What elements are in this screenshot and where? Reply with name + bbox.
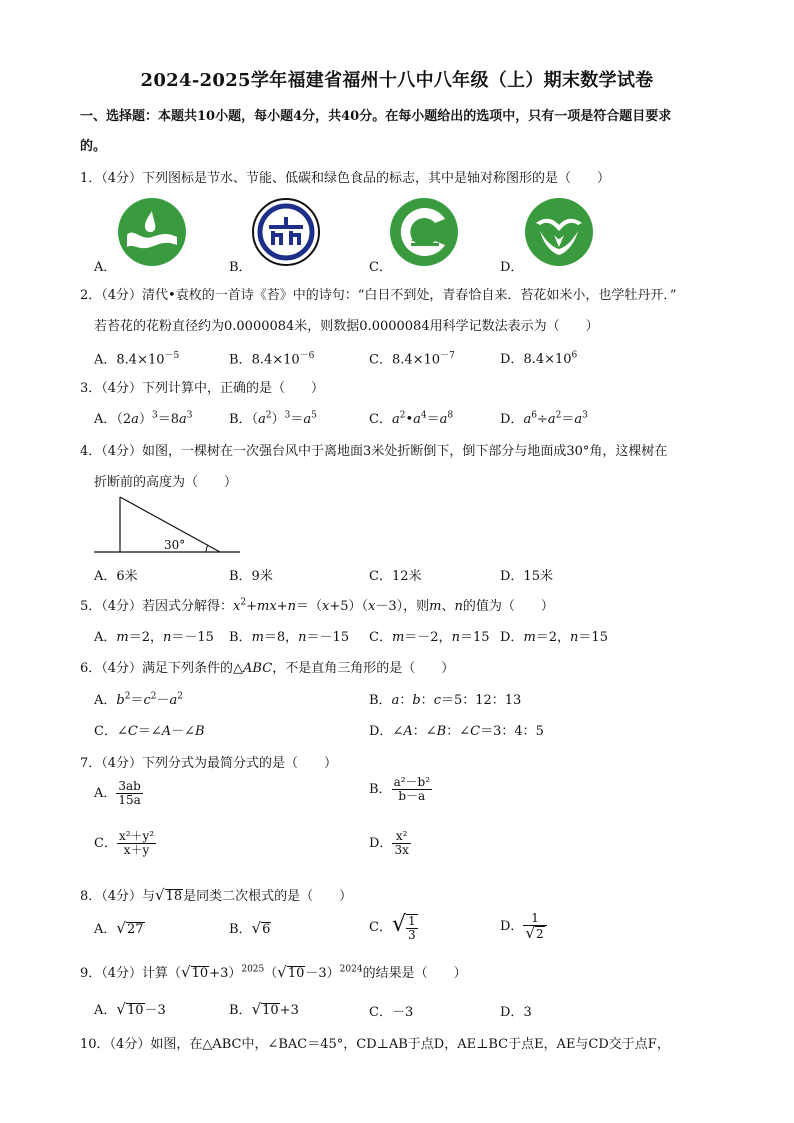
section-heading: 一、选择题：本题共10小题，每小题4分，共40分。在每小题给出的选项中，只有一项是符合题目要求 xyxy=(80,109,672,124)
q9-option-d[interactable]: D．3 xyxy=(500,1005,532,1020)
q8-option-b[interactable]: B．√6 xyxy=(229,919,271,937)
question-9-text: 9．（4分）计算$(√10+3)^{2025}(√10-3)^{2024}$的结果是（ ） xyxy=(80,963,467,981)
question-2-text: 2．（4分）清代•袁枚的一首诗《苔》中的诗句：“白日不到处，青春恰自来．苔花如米小，也学牡丹开．” xyxy=(80,288,677,303)
question-1-text: 1．（4分）下列图标是节水、节能、低碳和绿色食品的标志，其中是轴对称图形的是（ ） xyxy=(80,171,611,186)
q2-option-b[interactable]: B．$8.4\times 10^{-6}$ xyxy=(229,351,315,368)
q7-option-a[interactable]: A． $\frac{3ab}{15a}$ xyxy=(94,779,141,807)
q3-option-b[interactable]: B．$(a^2)^3=a^5$ xyxy=(229,410,317,427)
question-4-text-cont: 折断前的高度为（ ） xyxy=(94,475,238,490)
water-saving-logo-icon xyxy=(117,197,187,271)
q6-option-c[interactable]: C．∠C＝∠A－∠B xyxy=(94,724,205,739)
section-heading-cont: 的。 xyxy=(80,139,107,154)
green-food-logo-icon xyxy=(524,197,594,271)
q5-option-b[interactable]: B．m＝8，n＝－15 xyxy=(229,630,350,645)
question-2-text-cont: 若苔花的花粉直径约为0.0000084米，则数据0.0000084用科学记数法表示为（ ） xyxy=(94,319,599,334)
q6-option-b[interactable]: B．a：b：c＝5：12：13 xyxy=(369,693,522,708)
question-7-text: 7．（4分）下列分式为最简分式的是（ ） xyxy=(80,756,338,771)
q1-option-a[interactable]: A． xyxy=(94,260,117,275)
q1-option-c[interactable]: C． xyxy=(369,260,392,275)
q6-option-d[interactable]: D．∠A：∠B：∠C＝3：4：5 xyxy=(369,724,544,739)
q5-option-d[interactable]: D．m＝2，n＝15 xyxy=(500,630,608,645)
question-5-text: 5．（4分）若因式分解得：$x^2+mx+n=(x+5)(x-3)$，则m、n的值为（ ） xyxy=(80,597,554,614)
q7-option-d[interactable]: D． $\frac{\text{x²}}{3x}$ xyxy=(369,829,409,857)
q2-option-c[interactable]: C．$8.4\times 10^{-7}$ xyxy=(369,351,455,368)
q3-option-a[interactable]: A．$(2a)^3=8a^3$ xyxy=(94,410,193,427)
q9-option-c[interactable]: C．－3 xyxy=(369,1005,414,1020)
q3-option-d[interactable]: D．$a^6\div a^2=a^3$ xyxy=(500,410,588,427)
q8-option-c[interactable]: C．√ $\frac{1}{3}$ xyxy=(369,912,416,942)
question-3-text: 3．（4分）下列计算中，正确的是（ ） xyxy=(80,381,325,396)
question-8-text: 8．（4分）与√18是同类二次根式的是（ ） xyxy=(80,886,353,904)
q5-option-c[interactable]: C．m＝－2，n＝15 xyxy=(369,630,490,645)
q4-option-c[interactable]: C．12米 xyxy=(369,569,422,584)
q1-option-b[interactable]: B． xyxy=(229,260,252,275)
q3-option-c[interactable]: C．$a^2•a^4=a^8$ xyxy=(369,410,454,427)
energy-saving-logo-icon xyxy=(251,197,321,271)
low-carbon-logo-icon xyxy=(389,197,459,271)
q7-option-c[interactable]: C． $\frac{\text{x²＋y²}}{x+y}$ xyxy=(94,829,155,857)
q8-option-d[interactable]: D． $\frac{1}{√2}$ xyxy=(500,912,547,941)
q6-option-a[interactable]: A．$b^2=c^2-a^2$ xyxy=(94,691,183,708)
q7-option-b[interactable]: B． $\frac{\text{a²－b²}}{b-a}$ xyxy=(369,775,431,803)
q9-option-a[interactable]: A．√10－3 xyxy=(94,1000,166,1018)
question-10-text: 10．（4分）如图，在△ABC中，∠BAC＝45°，CD⊥AB于点D，AE⊥BC于点E，AE与CD交于点F， xyxy=(80,1037,670,1052)
q4-option-a[interactable]: A．6米 xyxy=(94,569,138,584)
q2-option-d[interactable]: D．$8.4\times 10^6$ xyxy=(500,350,578,367)
q8-option-a[interactable]: A．√27 xyxy=(94,919,144,937)
q4-option-d[interactable]: D．15米 xyxy=(500,569,553,584)
question-6-text: 6．（4分）满足下列条件的△ABC，不是直角三角形的是（ ） xyxy=(80,661,455,676)
q9-option-b[interactable]: B．√10+3 xyxy=(229,1000,299,1018)
question-4-text: 4．（4分）如图，一棵树在一次强台风中于离地面3米处折断倒下，倒下部分与地面成30°角，这棵树在 xyxy=(80,444,668,459)
q1-option-d[interactable]: D． xyxy=(500,260,524,275)
q4-option-b[interactable]: B．9米 xyxy=(229,569,273,584)
exam-title: 2024-2025学年福建省福州十八中八年级（上）期末数学试卷 xyxy=(140,70,654,91)
q2-option-a[interactable]: A．$8.4\times 10^{-5}$ xyxy=(94,351,180,368)
q5-option-a[interactable]: A．m＝2，n＝－15 xyxy=(94,630,214,645)
angle-label: 30° xyxy=(164,538,186,552)
